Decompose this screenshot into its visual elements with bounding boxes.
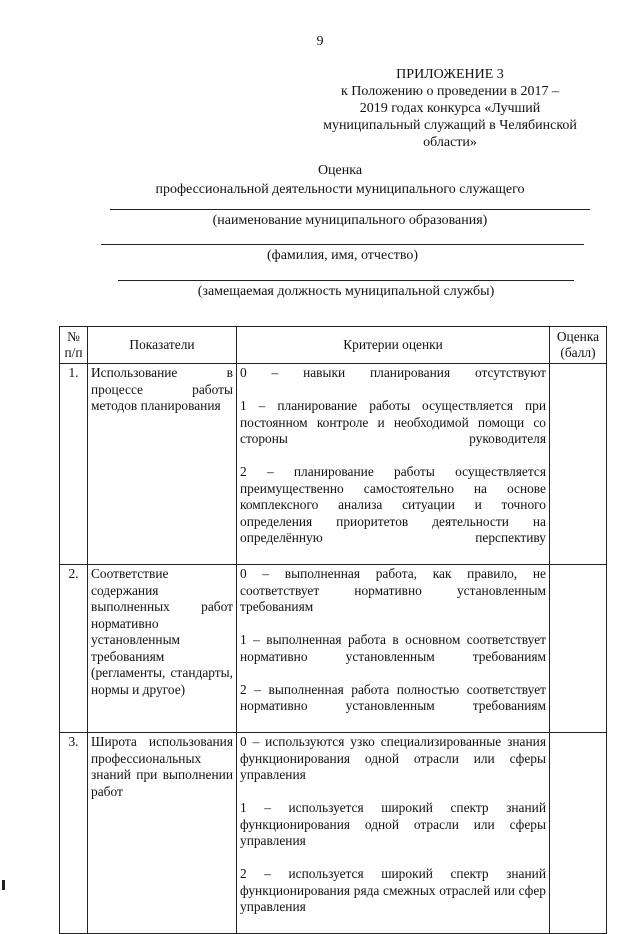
row-indicator: Широта использования профессиональных знаний при выполнении работ (88, 733, 237, 934)
position-line (118, 280, 574, 281)
criterion-item: 1 – используется широкий спектр знаний функционирования одной отрасли или сферы управления (240, 800, 546, 848)
row-score[interactable] (550, 364, 607, 565)
criterion-item: 1 – выполненная работа в основном соответствует нормативно установленным требованиям (240, 632, 546, 664)
row-score[interactable] (550, 733, 607, 934)
row-criteria (237, 733, 550, 934)
header-score: Оценка (балл) (550, 327, 607, 364)
row-indicator: Соответствие содержания выполненных работ нормативно установленным требованиям (регламенты, стандарты, нормы и другое) (88, 565, 237, 733)
fullname-field (101, 244, 584, 264)
evaluation-title: Оценка (317, 163, 363, 178)
table-header-row (60, 327, 607, 364)
appendix-line: области» (423, 135, 477, 150)
position-field (118, 280, 574, 300)
page-number: 9 (316, 34, 324, 49)
criterion-item: 0 – используются узко специализированные знания функционирования одной отрасли или сферы управления (240, 734, 546, 782)
criterion-item: 2 – выполненная работа полностью соответствует нормативно установленным требованиям (240, 681, 546, 713)
municipality-caption: (наименование муниципального образования) (212, 213, 488, 228)
table-row (60, 733, 607, 934)
row-criteria (237, 364, 550, 565)
row-score[interactable] (550, 565, 607, 733)
row-number: 2. (60, 565, 88, 733)
header-indicators: Показатели (88, 327, 237, 364)
criterion-item: 2 – планирование работы осуществляется преимущественно самостоятельно на основе комплексного анализа ситуации и точного определения приоритетов деятельности на определённую перспективу (240, 464, 546, 545)
criterion-item: 0 – выполненная работа, как правило, не соответствует нормативно установленным требованиям (240, 566, 546, 614)
appendix-line: к Положению о проведении в 2017 – (341, 84, 559, 99)
criteria-table (59, 326, 607, 934)
appendix-title: ПРИЛОЖЕНИЕ 3 (396, 67, 504, 82)
scan-mark (2, 880, 5, 890)
table-row (60, 565, 607, 733)
row-number: 3. (60, 733, 88, 934)
criterion-item: 1 – планирование работы осуществляется при постоянном контроле и необходимой помощи со стороны руководителя (240, 398, 546, 446)
municipality-line (110, 209, 590, 210)
appendix-line: муниципальный служащий в Челябинской (323, 118, 577, 133)
appendix-header (300, 66, 600, 151)
position-caption: (замещаемая должность муниципальной службы) (197, 284, 495, 299)
evaluation-subtitle: профессиональной деятельности муниципального служащего (155, 182, 525, 197)
header-num: № п/п (60, 327, 88, 364)
row-number: 1. (60, 364, 88, 565)
row-indicator: Использование в процессе работы методов планирования (88, 364, 237, 565)
table-row (60, 364, 607, 565)
evaluation-heading (0, 161, 640, 199)
row-criteria (237, 565, 550, 733)
appendix-line: 2019 годах конкурса «Лучший (359, 101, 541, 116)
fullname-line (101, 244, 584, 245)
municipality-field (110, 209, 590, 229)
criterion-item: 2 – используется широкий спектр знаний функционирования ряда смежных отраслей или сфер управления (240, 866, 546, 914)
header-criteria: Критерии оценки (237, 327, 550, 364)
fullname-caption: (фамилия, имя, отчество) (266, 248, 419, 263)
criterion-item: 0 – навыки планирования отсутствуют (240, 365, 546, 380)
